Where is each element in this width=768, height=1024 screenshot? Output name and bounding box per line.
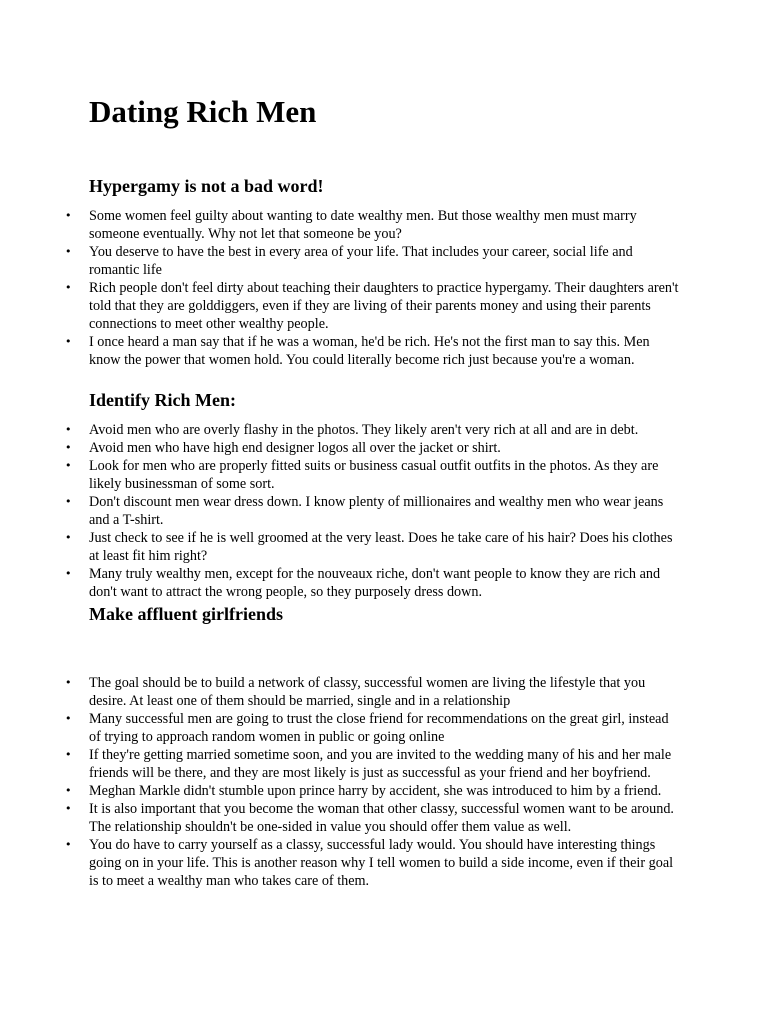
bullet-list-hypergamy [0, 207, 768, 369]
list-item: • Look for men who are properly fitted suits or business casual outfit outfits in the photos. As they are likely businessman of some sort. [0, 457, 679, 493]
list-item: • If they're getting married sometime soon, and you are invited to the wedding many of his and her male friends will be there, and they are most likely is just as successful as your friend and her boyfriend. [0, 746, 679, 782]
list-item: • Some women feel guilty about wanting to date wealthy men. But those wealthy men must marry someone eventually. Why not let that someone be you? [0, 207, 679, 243]
list-item: • Many successful men are going to trust the close friend for recommendations on the great girl, instead of trying to approach random women in public or going online [0, 710, 679, 746]
list-item: • The goal should be to build a network of classy, successful women are living the lifestyle that you desire. At least one of them should be married, single and in a relationship [0, 674, 679, 710]
list-item: • Rich people don't feel dirty about teaching their daughters to practice hypergamy. Their daughters aren't told that they are golddiggers, even if they are living of their parents money and using their parents connections to meet other wealthy people. [0, 279, 679, 333]
list-item: • Just check to see if he is well groomed at the very least. Does he take care of his hair? Does his clothes at least fit him right? [0, 529, 679, 565]
list-item: • I once heard a man say that if he was a woman, he'd be rich. He's not the first man to say this. Men know the power that women hold. You could literally become rich just because you're a woman. [0, 333, 679, 369]
section-heading-identify-rich-men: Identify Rich Men: [89, 390, 236, 410]
list-item: • You deserve to have the best in every area of your life. That includes your career, social life and romantic life [0, 243, 679, 279]
list-item: • Avoid men who have high end designer logos all over the jacket or shirt. [0, 439, 679, 457]
list-item: • You do have to carry yourself as a classy, successful lady would. You should have interesting things going on in your life. This is another reason why I tell women to build a side income, even if their goal is to meet a wealthy man who takes care of them. [0, 836, 679, 890]
bullet-list-affluent-girlfriends [0, 674, 768, 890]
list-item: • It is also important that you become the woman that other classy, successful women want to be around. The relationship shouldn't be one-sided in value you should offer them value as well. [0, 800, 679, 836]
section-heading-affluent-girlfriends: Make affluent girlfriends [89, 604, 283, 624]
document-title: Dating Rich Men [89, 94, 317, 129]
bullet-list-identify-rich-men [0, 421, 768, 601]
list-item: • Many truly wealthy men, except for the nouveaux riche, don't want people to know they are rich and don't want to attract the wrong people, so they purposely dress down. [0, 565, 679, 601]
list-item: • Don't discount men wear dress down. I know plenty of millionaires and wealthy men who wear jeans and a T-shirt. [0, 493, 679, 529]
list-item: • Avoid men who are overly flashy in the photos. They likely aren't very rich at all and are in debt. [0, 421, 679, 439]
section-heading-hypergamy: Hypergamy is not a bad word! [89, 176, 324, 196]
list-item: • Meghan Markle didn't stumble upon prince harry by accident, she was introduced to him by a friend. [0, 782, 679, 800]
